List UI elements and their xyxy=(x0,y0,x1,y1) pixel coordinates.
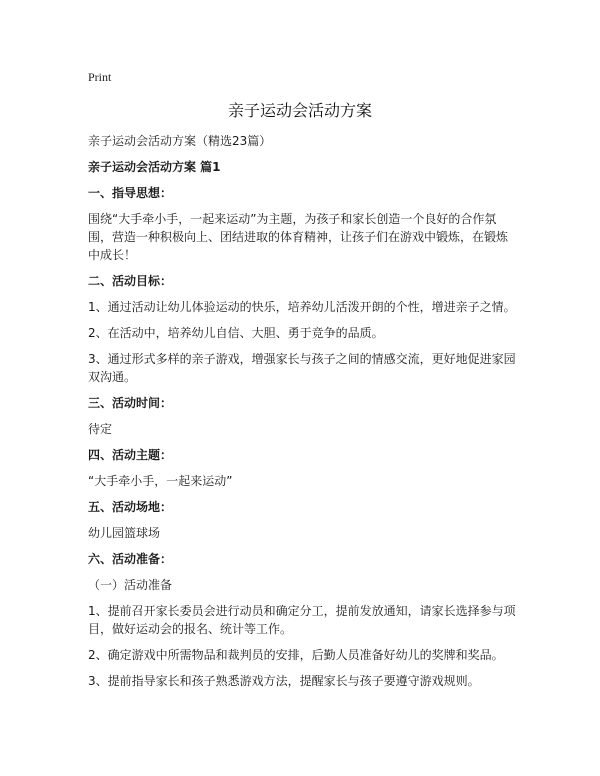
subtitle: 亲子运动会活动方案（精选23篇） xyxy=(88,134,272,148)
guiding-paragraph: 围绕“大手牵小手，一起来运动”为主题，为孩子和家长创造一个良好的合作氛围，营造一种积极向上、团结进取的体育精神，让孩子们在游戏中锻炼，在锻炼中成长！ xyxy=(88,212,509,262)
prep-item-2: 2、确定游戏中所需物品和裁判员的安排，后勤人员准备好幼儿的奖牌和奖品。 xyxy=(88,648,504,662)
section-heading-time: 三、活动时间： xyxy=(88,396,173,410)
time-text: 待定 xyxy=(88,422,113,436)
section-heading-goals: 二、活动目标： xyxy=(88,274,173,288)
section-heading-prep: 六、活动准备： xyxy=(88,552,173,566)
section-heading-venue: 五、活动场地： xyxy=(88,500,173,514)
prep-item-1: 1、提前召开家长委员会进行动员和确定分工，提前发放通知，请家长选择参与项目，做好运动会的报名、统计等工作。 xyxy=(88,604,516,636)
goal-item-1: 1、通过活动让幼儿体验运动的快乐，培养幼儿活泼开朗的个性，增进亲子之情。 xyxy=(88,300,516,314)
theme-text: “大手牵小手，一起来运动” xyxy=(88,474,233,488)
venue-text: 幼儿园篮球场 xyxy=(88,526,161,540)
document-title: 亲子运动会活动方案 xyxy=(227,101,372,120)
section-heading-guiding: 一、指导思想： xyxy=(88,186,173,200)
section-heading-theme: 四、活动主题： xyxy=(88,448,173,462)
document-body xyxy=(88,132,516,698)
article-title: 亲子运动会活动方案 篇1 xyxy=(88,160,221,174)
prep-item-3: 3、提前指导家长和孩子熟悉游戏方法，提醒家长与孩子要遵守游戏规则。 xyxy=(88,674,480,688)
print-link[interactable]: Print xyxy=(88,70,112,84)
prep-subheading: （一）活动准备 xyxy=(88,578,173,592)
goal-item-3: 3、通过形式多样的亲子游戏，增强家长与孩子之间的情感交流，更好地促进家园双沟通。 xyxy=(88,352,516,384)
goal-item-2: 2、在活动中，培养幼儿自信、大胆、勇于竞争的品质。 xyxy=(88,326,384,340)
